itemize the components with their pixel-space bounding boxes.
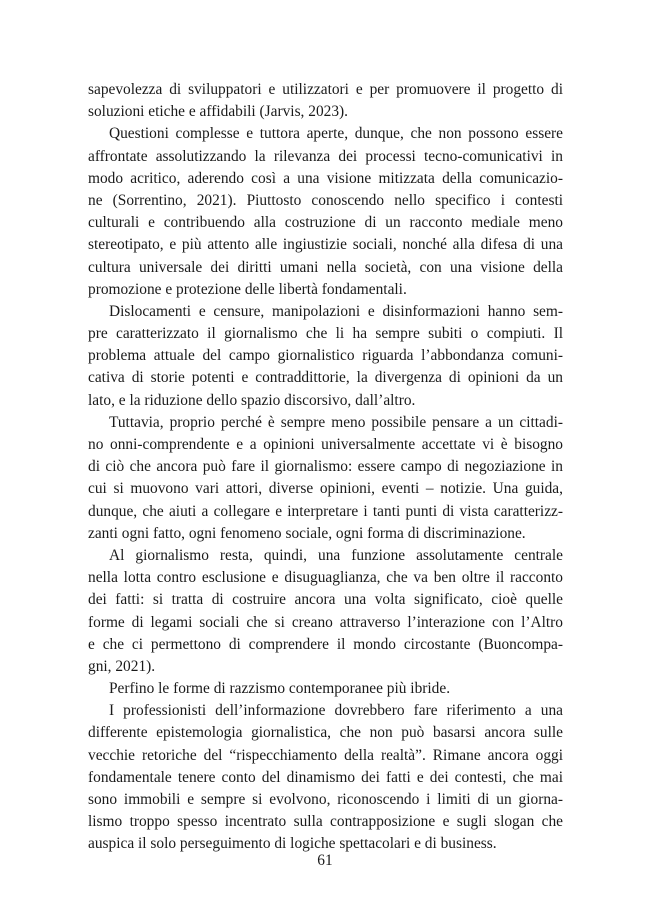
text-line: sapevolezza di sviluppatori e utilizzatori e per promuovere il progetto di: [88, 81, 563, 98]
text-line: culturali e contribuendo alla costruzione di un racconto mediale meno: [88, 214, 563, 232]
text-line: Dislocamenti e censure, manipolazioni e disinformazioni hanno sem-: [109, 302, 563, 320]
paragraph: [88, 301, 563, 412]
text-line: di ciò che ancora può fare il giornalismo: essere campo di negoziazione in: [88, 458, 563, 476]
text-line: differente epistemologia giornalistica, che non può basarsi ancora sulle: [88, 724, 563, 742]
text-line: forme di legami sociali che si creano attraverso l’interazione con l’Altro: [88, 613, 563, 631]
text-line: pre caratterizzato il giornalismo che li ha sempre subiti o compiuti. Il: [88, 325, 563, 343]
text-line: I professionisti dell’informazione dovrebbero fare riferimento a una: [109, 702, 563, 720]
text-line: soluzioni etiche e affidabili (Jarvis, 2023).: [88, 103, 349, 121]
text-line: vecchie retoriche del “rispecchiamento della realtà”. Rimane ancora oggi: [88, 746, 563, 764]
text-line: Al giornalismo resta, quindi, una funzione assolutamente centrale: [109, 546, 563, 564]
text-line: Perfino le forme di razzismo contemporanee più ibride.: [109, 680, 451, 698]
page-number: 61: [317, 852, 333, 869]
text-line: cultura universale dei diritti umani nella società, con una visione della: [88, 258, 563, 276]
text-line: e che ci permettono di comprendere il mondo circostante (Buoncompa-: [88, 635, 563, 653]
text-line: nella lotta contro esclusione e disuguaglianza, che va ben oltre il racconto: [88, 569, 563, 587]
paragraph: [88, 412, 563, 545]
text-line: gni, 2021).: [88, 657, 156, 675]
text-line: cativa di storie potenti e contraddittorie, la divergenza di opinioni da un: [88, 369, 563, 387]
text-line: dunque, che aiuti a collegare e interpretare i tanti punti di vista caratterizz-: [88, 502, 563, 520]
text-line: lismo troppo spesso incentrato sulla contrapposizione e sugli slogan che: [88, 813, 563, 831]
paragraph: [88, 700, 563, 855]
paragraph: [88, 123, 563, 301]
text-line: lato, e la riduzione dello spazio discorsivo, dall’altro.: [88, 391, 416, 409]
text-line: zanti ogni fatto, ogni fenomeno sociale, ogni forma di discriminazione.: [88, 524, 526, 542]
text-line: sono immobili e sempre si evolvono, riconoscendo i limiti di un giorna-: [88, 791, 563, 808]
text-line: Questioni complesse e tuttora aperte, dunque, che non possono essere: [109, 125, 563, 143]
text-line: no onni-comprendente e a opinioni universalmente accettate vi è bisogno: [88, 436, 563, 453]
text-line: Tuttavia, proprio perché è sempre meno possibile pensare a un cittadi-: [109, 413, 563, 431]
text-line: cui si muovono vari attori, diverse opinioni, eventi – notizie. Una guida,: [88, 480, 563, 498]
paragraph: [88, 545, 563, 678]
text-line: problema attuale del campo giornalistico riguarda l’abbondanza comuni-: [88, 347, 563, 365]
text-line: dei fatti: si tratta di costruire ancora una volta significato, cioè quelle: [88, 591, 563, 609]
text-line: modo acritico, aderendo così a una visione mitizzata della comunicazio-: [88, 169, 563, 187]
text-line: affrontate assolutizzando la rilevanza dei processi tecno-comunicativi in: [88, 147, 563, 165]
body-text: [88, 79, 563, 856]
text-line: stereotipato, e più attento alle ingiustizie sociali, nonché alla difesa di una: [88, 236, 563, 254]
paragraph: [88, 79, 563, 123]
text-line: ne (Sorrentino, 2021). Piuttosto conoscendo nello specifico i contesti: [88, 191, 563, 209]
paragraph: [88, 678, 563, 700]
text-line: fondamentale tenere conto del dinamismo dei fatti e dei contesti, che mai: [88, 768, 563, 786]
text-line: promozione e protezione delle libertà fondamentali.: [88, 280, 407, 298]
text-line: auspica il solo perseguimento di logiche spettacolari e di business.: [88, 835, 497, 853]
